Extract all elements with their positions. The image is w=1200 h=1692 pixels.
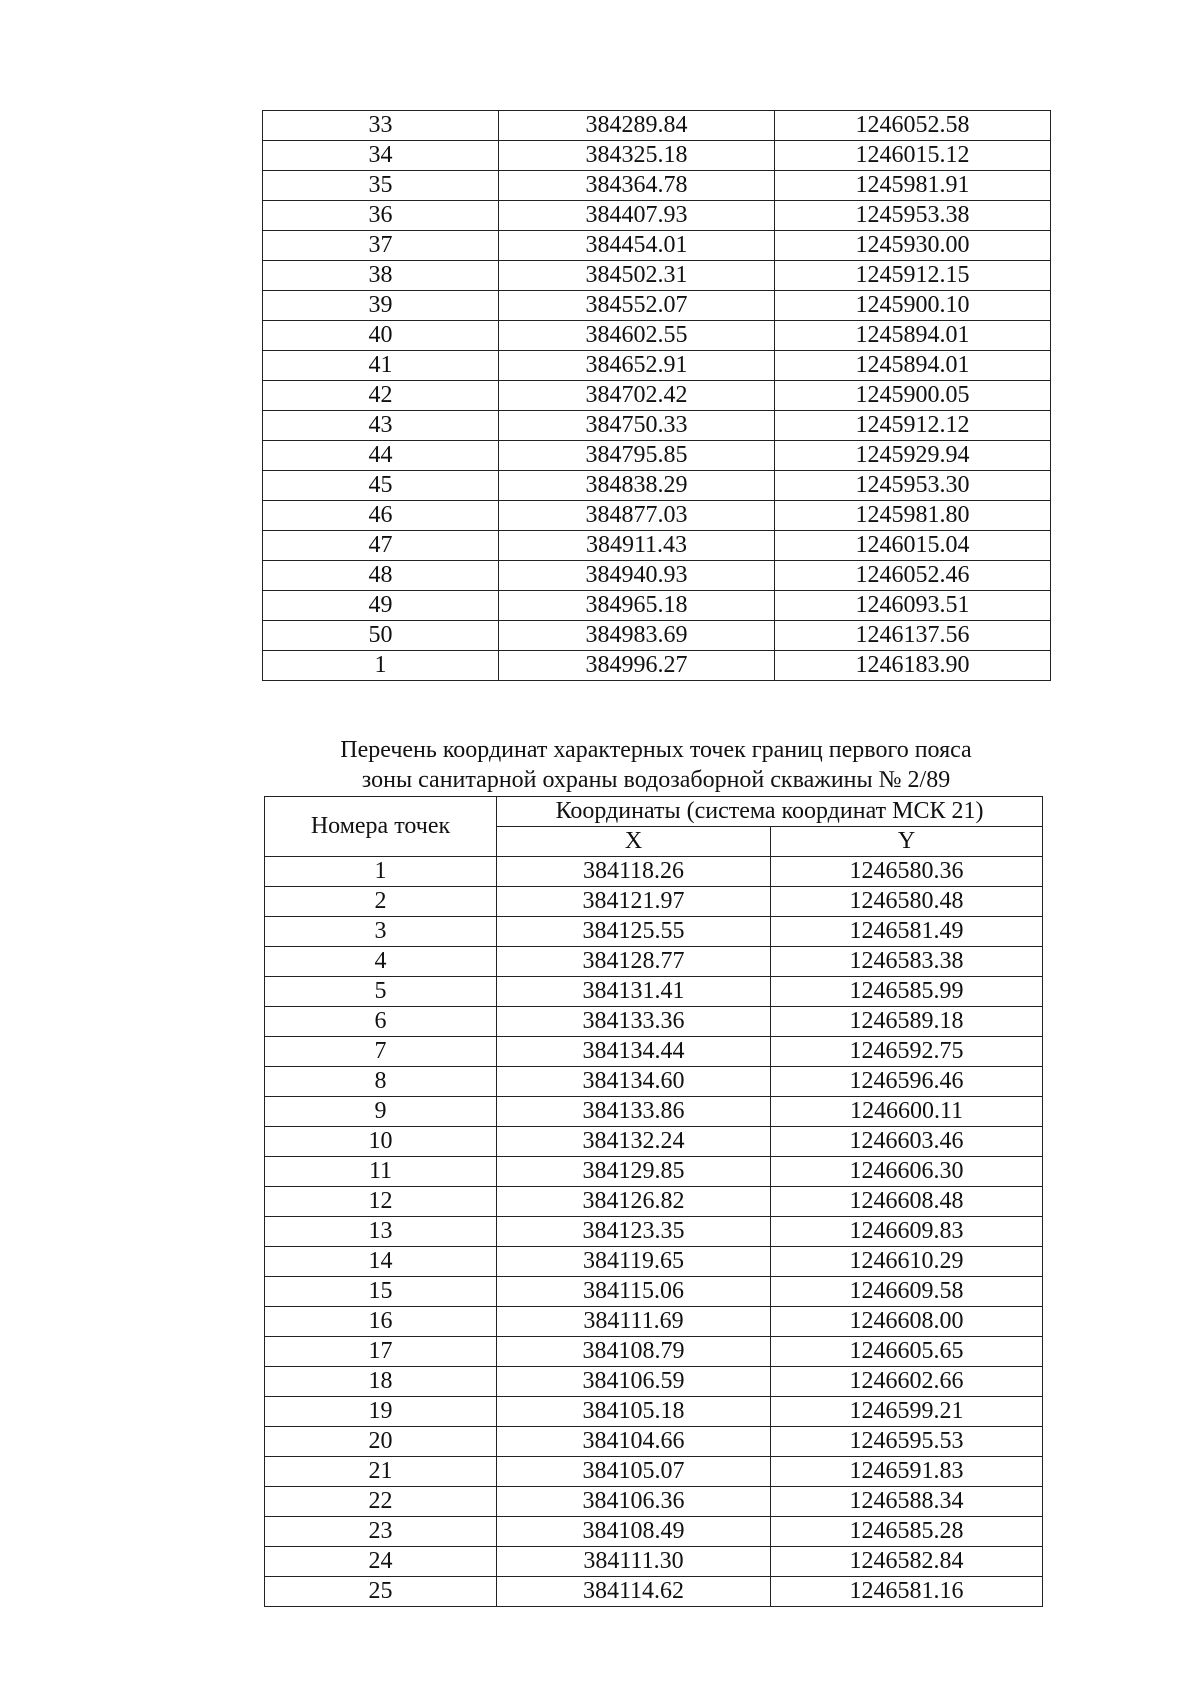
table-row <box>263 621 1051 651</box>
y-coordinate-cell: 1245912.15 <box>775 261 1051 291</box>
table-row <box>265 1097 1043 1127</box>
point-number-cell: 38 <box>263 261 499 291</box>
point-number-cell: 13 <box>265 1217 497 1247</box>
x-coordinate-cell: 384940.93 <box>499 561 775 591</box>
point-number-cell: 21 <box>265 1457 497 1487</box>
x-coordinate-cell: 384877.03 <box>499 501 775 531</box>
table-row <box>263 291 1051 321</box>
x-coordinate-cell: 384123.35 <box>497 1217 771 1247</box>
point-number-cell: 1 <box>263 651 499 681</box>
point-number-cell: 48 <box>263 561 499 591</box>
table-row <box>265 1547 1043 1577</box>
y-coordinate-cell: 1246605.65 <box>771 1337 1043 1367</box>
y-coordinate-cell: 1245894.01 <box>775 321 1051 351</box>
x-coordinate-cell: 384133.36 <box>497 1007 771 1037</box>
y-coordinate-cell: 1246585.28 <box>771 1517 1043 1547</box>
point-number-cell: 49 <box>263 591 499 621</box>
point-number-cell: 17 <box>265 1337 497 1367</box>
x-coordinate-cell: 384105.18 <box>497 1397 771 1427</box>
point-number-cell: 20 <box>265 1427 497 1457</box>
y-coordinate-cell: 1245953.38 <box>775 201 1051 231</box>
x-coordinate-cell: 384702.42 <box>499 381 775 411</box>
point-number-cell: 16 <box>265 1307 497 1337</box>
y-coordinate-cell: 1246137.56 <box>775 621 1051 651</box>
table-header <box>265 797 1043 857</box>
y-coordinate-cell: 1245929.94 <box>775 441 1051 471</box>
x-coordinate-cell: 384129.85 <box>497 1157 771 1187</box>
x-coordinate-cell: 384602.55 <box>499 321 775 351</box>
y-coordinate-cell: 1246052.46 <box>775 561 1051 591</box>
y-coordinate-cell: 1246588.34 <box>771 1487 1043 1517</box>
point-number-cell: 23 <box>265 1517 497 1547</box>
point-number-cell: 8 <box>265 1067 497 1097</box>
point-number-cell: 46 <box>263 501 499 531</box>
y-coordinate-cell: 1246592.75 <box>771 1037 1043 1067</box>
table-row <box>265 977 1043 1007</box>
table-row <box>265 1427 1043 1457</box>
table-row <box>265 1517 1043 1547</box>
x-coordinate-cell: 384106.59 <box>497 1367 771 1397</box>
point-number-cell: 22 <box>265 1487 497 1517</box>
x-coordinate-cell: 384965.18 <box>499 591 775 621</box>
point-number-cell: 5 <box>265 977 497 1007</box>
table-body <box>263 111 1051 681</box>
table-row <box>265 1037 1043 1067</box>
header-x: X <box>497 827 771 857</box>
point-number-cell: 15 <box>265 1277 497 1307</box>
point-number-cell: 4 <box>265 947 497 977</box>
table-row <box>263 201 1051 231</box>
x-coordinate-cell: 384838.29 <box>499 471 775 501</box>
caption-line-1: Перечень координат характерных точек границ первого пояса <box>340 737 972 763</box>
table-row <box>265 917 1043 947</box>
table-row <box>265 1397 1043 1427</box>
x-coordinate-cell: 384126.82 <box>497 1187 771 1217</box>
y-coordinate-cell: 1246603.46 <box>771 1127 1043 1157</box>
x-coordinate-cell: 384131.41 <box>497 977 771 1007</box>
x-coordinate-cell: 384325.18 <box>499 141 775 171</box>
point-number-cell: 42 <box>263 381 499 411</box>
point-number-cell: 40 <box>263 321 499 351</box>
x-coordinate-cell: 384106.36 <box>497 1487 771 1517</box>
y-coordinate-cell: 1246600.11 <box>771 1097 1043 1127</box>
table-row <box>263 561 1051 591</box>
x-coordinate-cell: 384108.49 <box>497 1517 771 1547</box>
x-coordinate-cell: 384118.26 <box>497 857 771 887</box>
table-row <box>265 1067 1043 1097</box>
x-coordinate-cell: 384133.86 <box>497 1097 771 1127</box>
y-coordinate-cell: 1246583.38 <box>771 947 1043 977</box>
table-row <box>263 441 1051 471</box>
point-number-cell: 24 <box>265 1547 497 1577</box>
table-row <box>263 231 1051 261</box>
y-coordinate-cell: 1246610.29 <box>771 1247 1043 1277</box>
y-coordinate-cell: 1246183.90 <box>775 651 1051 681</box>
y-coordinate-cell: 1246596.46 <box>771 1067 1043 1097</box>
x-coordinate-cell: 384364.78 <box>499 171 775 201</box>
table-row <box>263 171 1051 201</box>
table-row <box>265 1127 1043 1157</box>
table-row <box>263 411 1051 441</box>
x-coordinate-cell: 384115.06 <box>497 1277 771 1307</box>
table-row <box>265 947 1043 977</box>
y-coordinate-cell: 1246580.36 <box>771 857 1043 887</box>
table-row <box>263 351 1051 381</box>
x-coordinate-cell: 384795.85 <box>499 441 775 471</box>
table-row <box>265 1217 1043 1247</box>
y-coordinate-cell: 1246580.48 <box>771 887 1043 917</box>
caption-line-2: зоны санитарной охраны водозаборной скважины № 2/89 <box>361 767 951 793</box>
coordinates-table-continued <box>262 110 1051 681</box>
table-row <box>265 1247 1043 1277</box>
point-number-cell: 3 <box>265 917 497 947</box>
table-row <box>263 261 1051 291</box>
table-row <box>265 887 1043 917</box>
point-number-cell: 11 <box>265 1157 497 1187</box>
y-coordinate-cell: 1246585.99 <box>771 977 1043 1007</box>
table-row <box>265 1157 1043 1187</box>
y-coordinate-cell: 1246093.51 <box>775 591 1051 621</box>
x-coordinate-cell: 384552.07 <box>499 291 775 321</box>
table-row <box>265 1367 1043 1397</box>
x-coordinate-cell: 384134.60 <box>497 1067 771 1097</box>
point-number-cell: 12 <box>265 1187 497 1217</box>
x-coordinate-cell: 384105.07 <box>497 1457 771 1487</box>
x-coordinate-cell: 384996.27 <box>499 651 775 681</box>
x-coordinate-cell: 384114.62 <box>497 1577 771 1607</box>
x-coordinate-cell: 384125.55 <box>497 917 771 947</box>
table-row <box>265 857 1043 887</box>
x-coordinate-cell: 384289.84 <box>499 111 775 141</box>
y-coordinate-cell: 1246608.48 <box>771 1187 1043 1217</box>
y-coordinate-cell: 1246608.00 <box>771 1307 1043 1337</box>
table-row <box>263 381 1051 411</box>
y-coordinate-cell: 1246582.84 <box>771 1547 1043 1577</box>
x-coordinate-cell: 384750.33 <box>499 411 775 441</box>
point-number-cell: 41 <box>263 351 499 381</box>
x-coordinate-cell: 384134.44 <box>497 1037 771 1067</box>
table-row <box>263 531 1051 561</box>
point-number-cell: 1 <box>265 857 497 887</box>
y-coordinate-cell: 1246599.21 <box>771 1397 1043 1427</box>
x-coordinate-cell: 384407.93 <box>499 201 775 231</box>
x-coordinate-cell: 384454.01 <box>499 231 775 261</box>
y-coordinate-cell: 1245900.10 <box>775 291 1051 321</box>
y-coordinate-cell: 1245894.01 <box>775 351 1051 381</box>
y-coordinate-cell: 1245900.05 <box>775 381 1051 411</box>
y-coordinate-cell: 1246015.04 <box>775 531 1051 561</box>
y-coordinate-cell: 1246602.66 <box>771 1367 1043 1397</box>
table-row <box>265 1337 1043 1367</box>
x-coordinate-cell: 384108.79 <box>497 1337 771 1367</box>
point-number-cell: 19 <box>265 1397 497 1427</box>
point-number-cell: 25 <box>265 1577 497 1607</box>
x-coordinate-cell: 384652.91 <box>499 351 775 381</box>
header-y: Y <box>771 827 1043 857</box>
table-row <box>263 591 1051 621</box>
table-row <box>263 111 1051 141</box>
point-number-cell: 47 <box>263 531 499 561</box>
table-body <box>265 857 1043 1607</box>
point-number-cell: 7 <box>265 1037 497 1067</box>
table-row <box>265 1577 1043 1607</box>
table-row <box>265 1457 1043 1487</box>
x-coordinate-cell: 384128.77 <box>497 947 771 977</box>
x-coordinate-cell: 384119.65 <box>497 1247 771 1277</box>
y-coordinate-cell: 1246015.12 <box>775 141 1051 171</box>
point-number-cell: 6 <box>265 1007 497 1037</box>
point-number-cell: 39 <box>263 291 499 321</box>
point-number-cell: 10 <box>265 1127 497 1157</box>
table-row <box>263 141 1051 171</box>
point-number-cell: 50 <box>263 621 499 651</box>
x-coordinate-cell: 384104.66 <box>497 1427 771 1457</box>
point-number-cell: 9 <box>265 1097 497 1127</box>
y-coordinate-cell: 1246609.58 <box>771 1277 1043 1307</box>
point-number-cell: 14 <box>265 1247 497 1277</box>
point-number-cell: 43 <box>263 411 499 441</box>
point-number-cell: 33 <box>263 111 499 141</box>
table-caption <box>262 735 1050 795</box>
x-coordinate-cell: 384121.97 <box>497 887 771 917</box>
point-number-cell: 44 <box>263 441 499 471</box>
table-row <box>263 471 1051 501</box>
x-coordinate-cell: 384111.30 <box>497 1547 771 1577</box>
point-number-cell: 36 <box>263 201 499 231</box>
y-coordinate-cell: 1246581.16 <box>771 1577 1043 1607</box>
table-row <box>265 1187 1043 1217</box>
header-point-numbers: Номера точек <box>265 797 497 857</box>
x-coordinate-cell: 384502.31 <box>499 261 775 291</box>
header-coordinates: Координаты (система координат МСК 21) <box>497 797 1043 827</box>
y-coordinate-cell: 1246581.49 <box>771 917 1043 947</box>
y-coordinate-cell: 1245930.00 <box>775 231 1051 261</box>
y-coordinate-cell: 1246589.18 <box>771 1007 1043 1037</box>
y-coordinate-cell: 1246052.58 <box>775 111 1051 141</box>
table-row <box>263 321 1051 351</box>
y-coordinate-cell: 1246595.53 <box>771 1427 1043 1457</box>
x-coordinate-cell: 384132.24 <box>497 1127 771 1157</box>
point-number-cell: 37 <box>263 231 499 261</box>
y-coordinate-cell: 1246606.30 <box>771 1157 1043 1187</box>
table-row <box>265 1277 1043 1307</box>
table-row <box>265 1487 1043 1517</box>
table-row <box>265 1307 1043 1337</box>
x-coordinate-cell: 384911.43 <box>499 531 775 561</box>
y-coordinate-cell: 1245981.80 <box>775 501 1051 531</box>
y-coordinate-cell: 1246609.83 <box>771 1217 1043 1247</box>
y-coordinate-cell: 1245953.30 <box>775 471 1051 501</box>
point-number-cell: 45 <box>263 471 499 501</box>
table-row <box>263 651 1051 681</box>
y-coordinate-cell: 1246591.83 <box>771 1457 1043 1487</box>
y-coordinate-cell: 1245981.91 <box>775 171 1051 201</box>
table-row <box>263 501 1051 531</box>
coordinates-table <box>264 796 1043 1607</box>
point-number-cell: 35 <box>263 171 499 201</box>
x-coordinate-cell: 384983.69 <box>499 621 775 651</box>
point-number-cell: 2 <box>265 887 497 917</box>
point-number-cell: 34 <box>263 141 499 171</box>
point-number-cell: 18 <box>265 1367 497 1397</box>
x-coordinate-cell: 384111.69 <box>497 1307 771 1337</box>
table-row <box>265 1007 1043 1037</box>
y-coordinate-cell: 1245912.12 <box>775 411 1051 441</box>
